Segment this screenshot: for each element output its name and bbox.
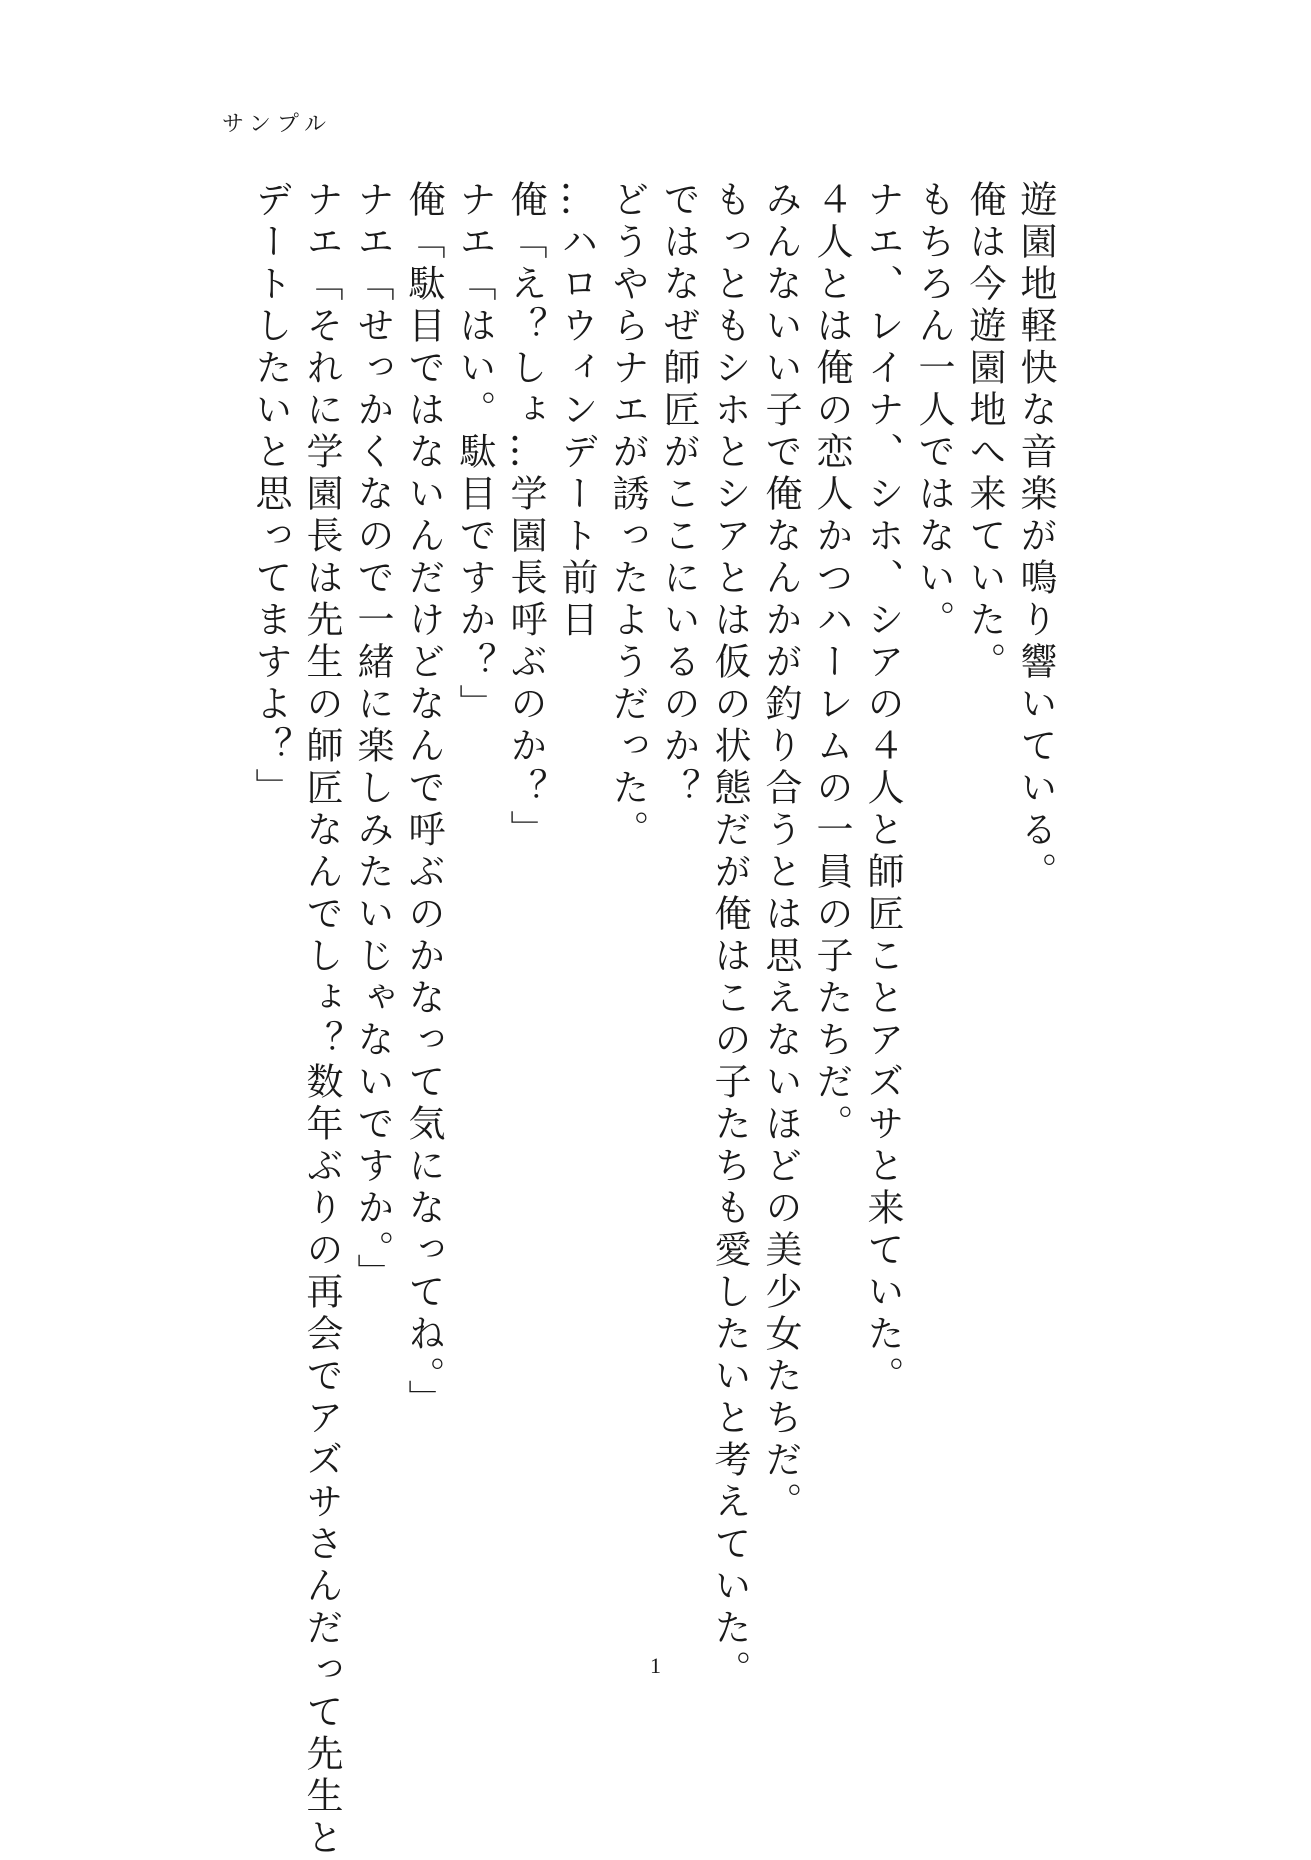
text-line: もっともシホとシアとは仮の状態だが俺はこの子たちも愛したいと考えていた。 — [708, 180, 751, 1692]
text-line: ではなぜ師匠がここにいるのか？ — [657, 180, 700, 810]
text-line: どうやらナエが誘ったようだった。 — [606, 180, 649, 852]
text-line: ナエ、レイナ、シホ、シアの４人と師匠ことアズサと来ていた。 — [861, 180, 904, 1398]
text-line: 俺は今遊園地へ来ていた。 — [963, 180, 1006, 684]
text-line: もちろん一人ではない。 — [912, 180, 955, 642]
text-line: 俺「駄目ではないんだけどなんで呼ぶのかなって気になってね。」 — [402, 180, 445, 1422]
text-line: ナエ「それに学園長は先生の師匠なんでしょ？数年ぶりの再会でアズサさんだって先生と — [300, 180, 343, 1860]
header-label: サンプル — [222, 112, 333, 137]
text-line: ナエ「はい。駄目ですか？」 — [453, 180, 496, 726]
text-line: 俺「え？しょ…学園長呼ぶのか？」 — [504, 180, 547, 852]
text-line: デートしたいと思ってますよ？」 — [249, 180, 292, 810]
text-line: ４人とは俺の恋人かつハーレムの一員の子たちだ。 — [810, 180, 853, 1146]
page-number: 1 — [650, 1653, 661, 1678]
text-line: 遊園地軽快な音楽が鳴り響いている。 — [1014, 180, 1057, 894]
text-line: みんないい子で俺なんかが釣り合うとは思えないほどの美少女たちだ。 — [759, 180, 802, 1524]
text-line: …ハロウィンデート前日 — [555, 180, 598, 642]
body-text — [245, 180, 1061, 1860]
text-line: ナエ「せっかくなので一緒に楽しみたいじゃないですか。」 — [351, 180, 394, 1296]
